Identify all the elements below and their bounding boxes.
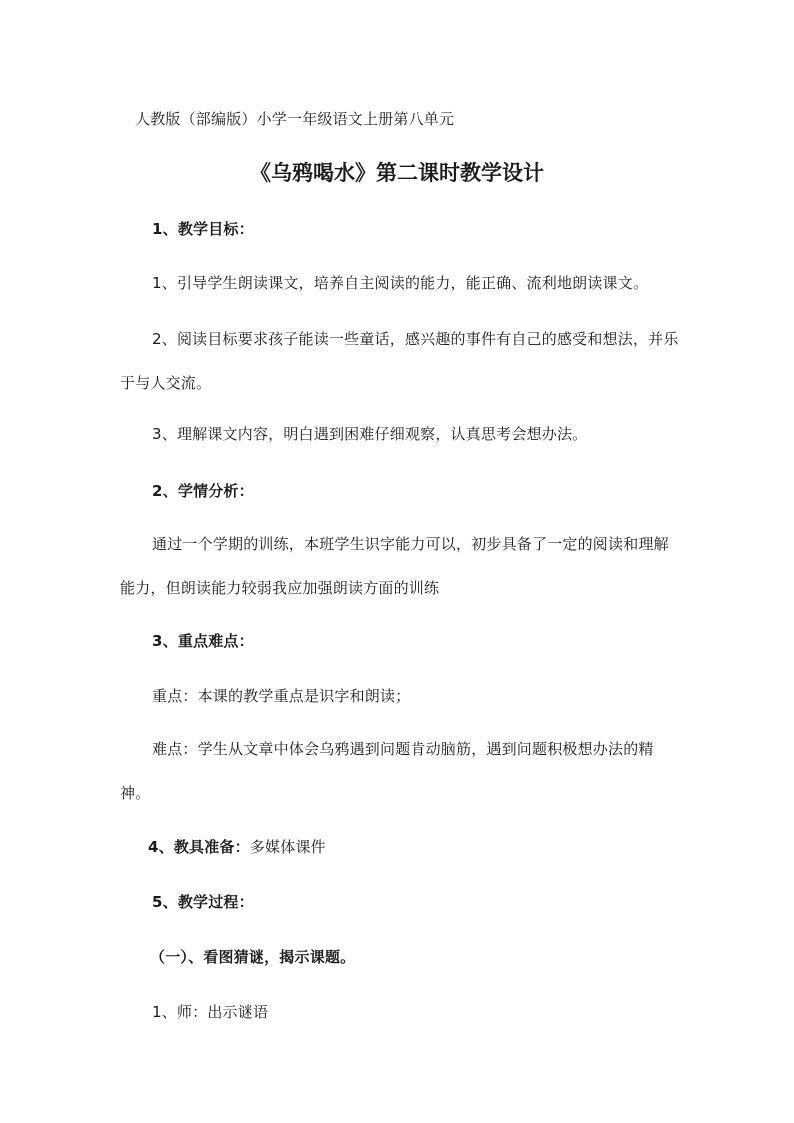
section-heading-materials: 4、教具准备： bbox=[148, 838, 250, 856]
process-step-1: （一）、看图猜谜，揭示课题。 bbox=[150, 948, 356, 966]
goal-item-1: 1、引导学生朗读课文，培养自主阅读的能力，能正确、流利地朗读课文。 bbox=[152, 274, 649, 292]
section-heading-key-points: 3、重点难点： bbox=[152, 632, 254, 650]
key-point-focus: 重点：本课的教学重点是识字和朗读； bbox=[152, 687, 411, 705]
document-subtitle: 人教版（部编版）小学一年级语文上册第八单元 bbox=[135, 110, 455, 128]
goal-item-2: 2、阅读目标要求孩子能读一些童话，感兴趣的事件有自己的感受和想法，并乐于与人交流。 bbox=[120, 330, 679, 392]
analysis-paragraph: 通过一个学期的训练，本班学生识字能力可以，初步具备了一定的阅读和理解能力，但朗读能力较弱我应加强朗读方面的训练 bbox=[120, 535, 669, 597]
section-heading-analysis: 2、学情分析： bbox=[152, 482, 254, 500]
section-heading-goals: 1、教学目标： bbox=[152, 220, 254, 238]
materials-line bbox=[148, 837, 326, 857]
goal-item-3: 3、理解课文内容，明白遇到困难仔细观察，认真思考会想办法。 bbox=[152, 425, 588, 443]
materials-value: 多媒体课件 bbox=[249, 838, 326, 856]
process-step-1-item-1: 1、师：出示谜语 bbox=[152, 1003, 269, 1021]
section-heading-process: 5、教学过程： bbox=[152, 893, 254, 911]
key-point-difficulty: 难点：学生从文章中体会乌鸦遇到问题肯动脑筋，遇到问题积极想办法的精神。 bbox=[120, 740, 654, 802]
document-title: 《乌鸦喝水》第二课时教学设计 bbox=[250, 160, 544, 185]
